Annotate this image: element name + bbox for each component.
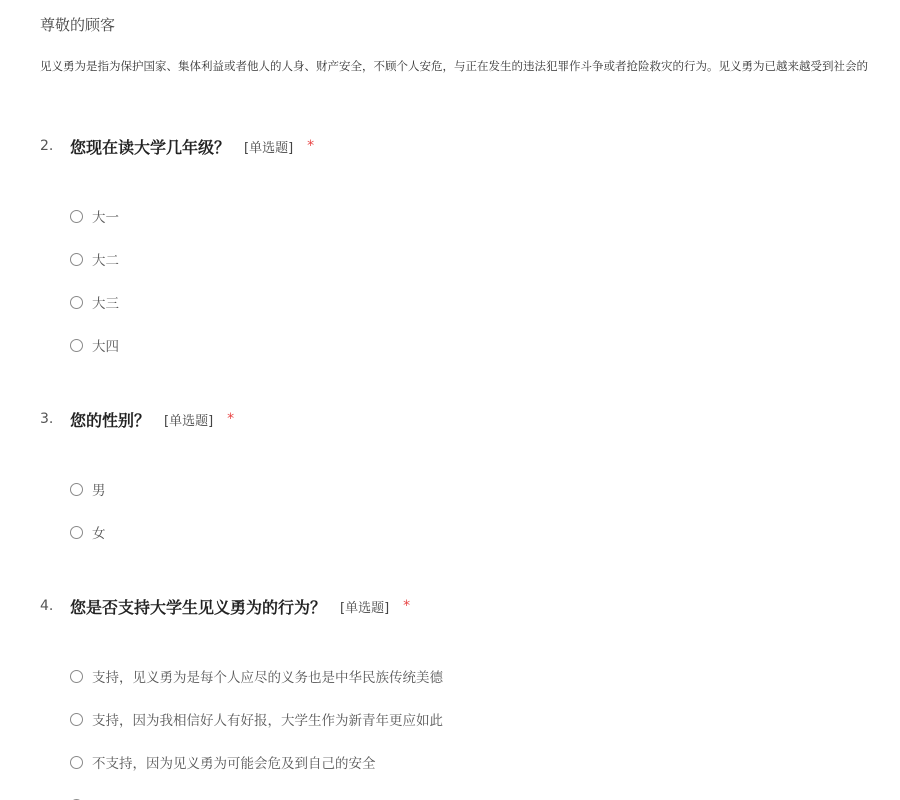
question-type-label: [单选题] [164, 413, 214, 429]
radio-button[interactable] [70, 483, 83, 496]
question-header [40, 594, 410, 618]
option-not-support[interactable] [70, 752, 376, 772]
option-label: 支持，因为我相信好人有好报，大学生作为新青年更应如此 [92, 713, 443, 729]
option-label: 大三 [92, 296, 119, 312]
radio-button[interactable] [70, 713, 83, 726]
option-label: 女 [92, 526, 106, 542]
option-support-reward[interactable] [70, 709, 443, 729]
required-mark: * [227, 411, 235, 427]
radio-button[interactable] [70, 756, 83, 769]
radio-button[interactable] [70, 670, 83, 683]
radio-button[interactable] [70, 296, 83, 309]
option-label: 大四 [92, 339, 119, 355]
option-support-duty[interactable] [70, 666, 443, 686]
option-grade-1[interactable] [70, 206, 119, 226]
question-number: 2. [40, 138, 54, 154]
option-label: 支持，见义勇为是每个人应尽的义务也是中华民族传统美德 [92, 670, 443, 686]
required-mark: * [307, 138, 315, 154]
option-partial-cut[interactable] [70, 795, 83, 800]
radio-button[interactable] [70, 253, 83, 266]
option-label: 大二 [92, 253, 119, 269]
question-header [40, 407, 234, 431]
option-label: 大一 [92, 210, 119, 226]
question-number: 3. [40, 411, 54, 427]
option-label: 男 [92, 483, 106, 499]
option-gender-female[interactable] [70, 522, 106, 542]
question-title: 您现在读大学几年级？ [70, 137, 231, 157]
option-label: 不支持，因为见义勇为可能会危及到自己的安全 [92, 756, 376, 772]
radio-button[interactable] [70, 210, 83, 223]
option-grade-3[interactable] [70, 292, 119, 312]
radio-button[interactable] [70, 339, 83, 352]
required-mark: * [403, 598, 411, 614]
question-number: 4. [40, 598, 54, 614]
question-title: 您是否支持大学生见义勇为的行为？ [70, 597, 327, 617]
question-title: 您的性别？ [70, 410, 151, 430]
question-type-label: [单选题] [340, 600, 390, 616]
option-grade-2[interactable] [70, 249, 119, 269]
option-grade-4[interactable] [70, 335, 119, 355]
survey-intro-text: 见义勇为是指为保护国家、集体利益或者他人的人身、财产安全，不顾个人安危，与正在发生的违法犯罪作斗争或者抢险救灾的行为。见义勇为已越来越受到社会的 [40, 59, 868, 73]
radio-button[interactable] [70, 526, 83, 539]
question-type-label: [单选题] [244, 140, 294, 156]
greeting-heading: 尊敬的顾客 [40, 16, 116, 34]
option-gender-male[interactable] [70, 479, 106, 499]
question-header [40, 134, 314, 158]
